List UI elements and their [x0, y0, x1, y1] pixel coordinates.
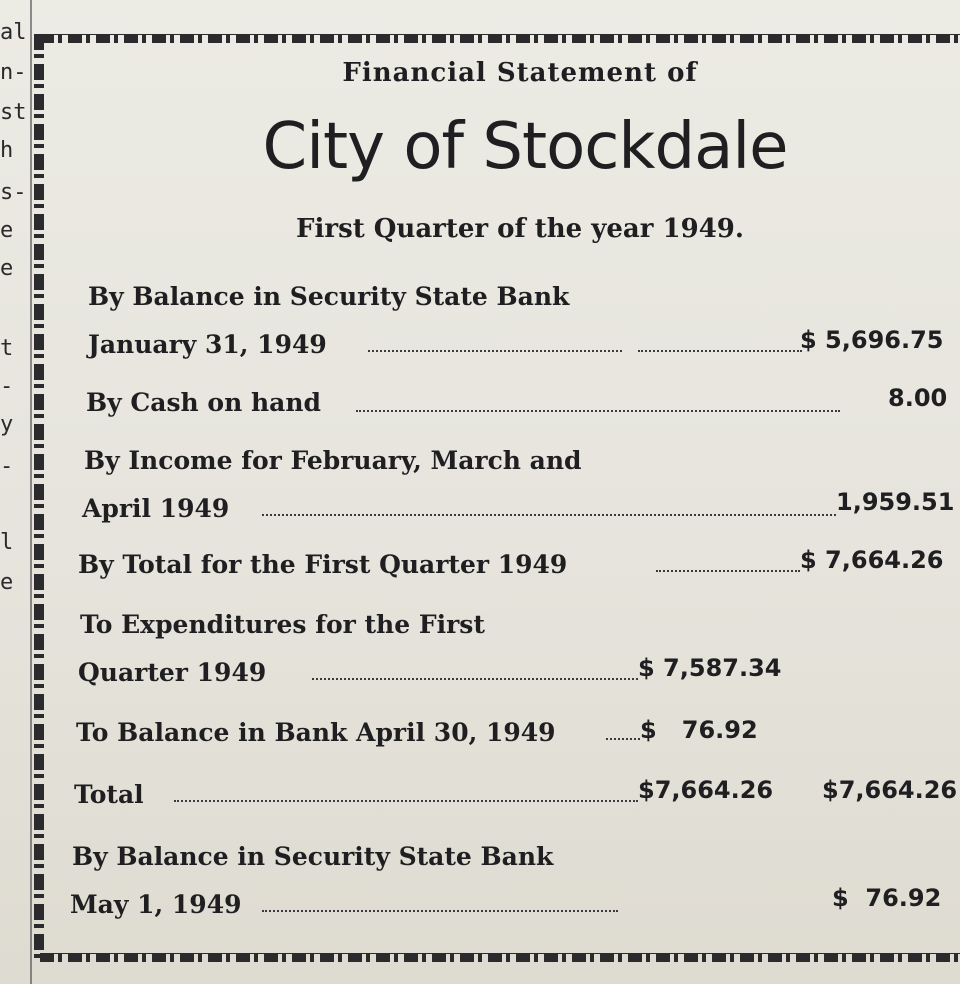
- fragment-text: n-: [0, 60, 27, 85]
- fragment-text: st: [0, 100, 27, 125]
- fragment-text: t: [0, 336, 14, 361]
- entry-label: By Balance in Security State Bank: [72, 842, 554, 871]
- dotted-leader: [638, 350, 802, 352]
- fragment-text: al: [0, 20, 27, 45]
- entry-label: By Balance in Security State Bank: [88, 282, 570, 311]
- entry-amount: $ 76.92: [640, 716, 758, 744]
- fragment-text: l: [0, 530, 14, 555]
- dotted-leader: [656, 570, 800, 572]
- fragment-text: e: [0, 570, 14, 595]
- fragment-text: e: [0, 256, 14, 281]
- entry-label: Quarter 1949: [78, 658, 267, 687]
- statement-heading: Financial Statement of: [342, 58, 698, 88]
- entry-label: January 31, 1949: [88, 330, 327, 359]
- entry-amount: $7,664.26: [822, 776, 958, 804]
- fragment-text: -: [0, 374, 14, 399]
- entry-amount: $7,664.26: [638, 776, 774, 804]
- entry-amount: 1,959.51: [836, 488, 955, 516]
- fragment-text: -: [0, 454, 14, 479]
- dotted-leader: [174, 800, 638, 802]
- fragment-text: h: [0, 138, 14, 163]
- dotted-leader: [606, 738, 640, 740]
- city-title: City of Stockdale: [262, 110, 788, 184]
- dotted-leader: [262, 514, 836, 516]
- entry-amount: $ 7,664.26: [800, 546, 944, 574]
- entry-label: By Income for February, March and: [84, 446, 582, 475]
- entry-amount: $ 76.92: [832, 884, 942, 912]
- entry-label: May 1, 1949: [70, 890, 242, 919]
- fragment-text: s-: [0, 180, 27, 205]
- fragment-text: e: [0, 218, 14, 243]
- entry-amount: $ 7,587.34: [638, 654, 782, 682]
- entry-label: To Balance in Bank April 30, 1949: [76, 718, 556, 747]
- entry-label: By Total for the First Quarter 1949: [78, 550, 568, 579]
- entry-amount: $ 5,696.75: [800, 326, 944, 354]
- dotted-leader: [368, 350, 622, 352]
- entry-label: Total: [74, 780, 144, 809]
- dotted-leader: [356, 410, 840, 412]
- entry-amount: 8.00: [888, 384, 948, 412]
- entry-label: By Cash on hand: [86, 388, 321, 417]
- period-subtitle: First Quarter of the year 1949.: [296, 214, 744, 244]
- entry-label: To Expenditures for the First: [80, 610, 485, 639]
- entry-label: April 1949: [82, 494, 230, 523]
- dotted-leader: [312, 678, 638, 680]
- fragment-text: y: [0, 412, 14, 437]
- dotted-leader: [262, 910, 618, 912]
